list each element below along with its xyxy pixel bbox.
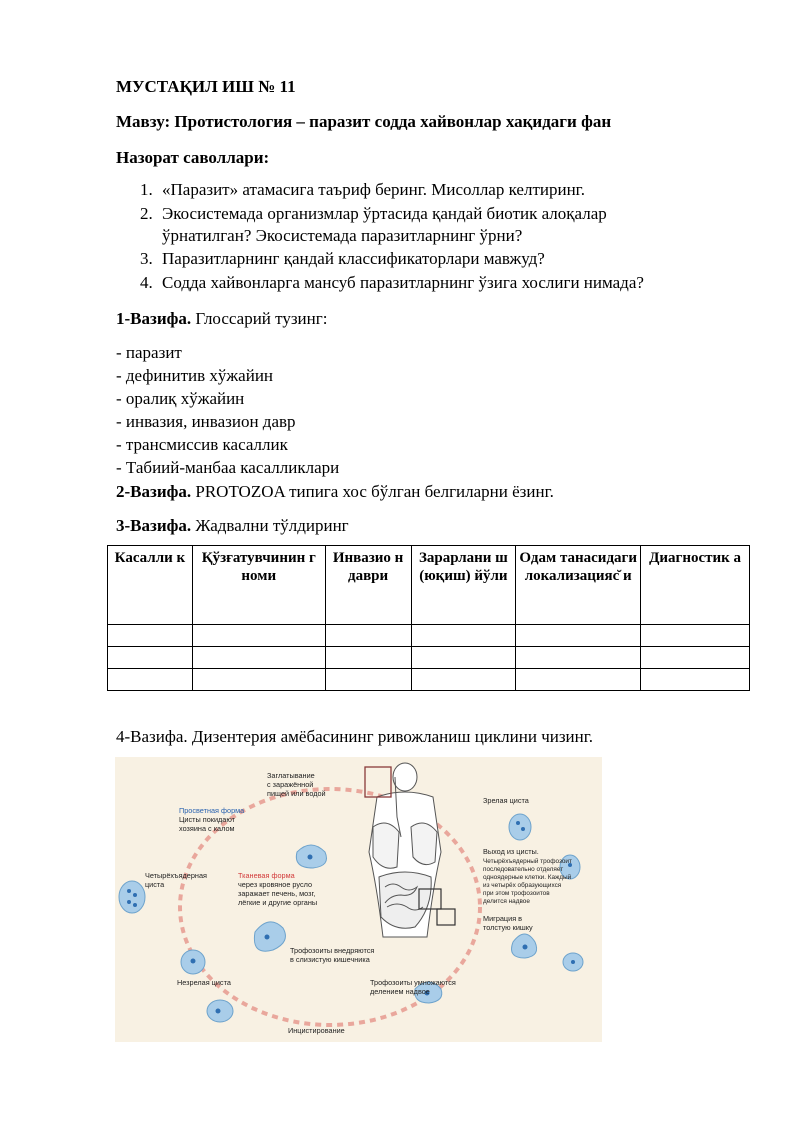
- task-3-text: Жадвални тўлдиринг: [191, 516, 349, 535]
- table-cell[interactable]: [516, 669, 641, 691]
- table-cell[interactable]: [641, 669, 750, 691]
- question-text: ўрнатилган? Экосистемада паразитларнинг ўрни?: [162, 226, 523, 245]
- glossary-item: - дефинитив хўжайин: [116, 366, 274, 385]
- label-tissue-form: Тканевая форма: [238, 871, 295, 880]
- task-2: [116, 482, 554, 502]
- topic-heading: Мавзу: Протистология – паразит содда хайвонлар хақидаги фан: [116, 112, 612, 131]
- question-text: «Паразит» атамасига таъриф беринг. Мисоллар келтиринг.: [162, 180, 585, 199]
- table-cell[interactable]: [108, 669, 193, 691]
- question-text: Экосистемада организмлар ўртасида қандай биотик алоқалар: [162, 204, 607, 223]
- glossary-item: - трансмиссив касаллик: [116, 435, 288, 454]
- label-four-nuclear-cyst: Четырёхъядерная циста: [145, 871, 207, 889]
- table-row: [108, 669, 750, 691]
- question-number: 1.: [140, 180, 153, 199]
- table-cell[interactable]: [325, 669, 411, 691]
- label-migration: Миграция в толстую кишку: [483, 914, 533, 932]
- label-trophozoites-multiply: Трофозоиты умножаются делением надвое: [370, 978, 456, 996]
- amoeba-cell-icon: [509, 814, 531, 840]
- control-questions-title: Назорат саволлари:: [116, 148, 270, 167]
- glossary-item: - Табиий-манбаа касалликлари: [116, 458, 340, 477]
- amoeba-cell-icon: [563, 953, 583, 971]
- label-trophozoites-invade: Трофозоиты внедряются в слизистую кишечника: [290, 946, 375, 964]
- label-tissue-desc: через кровяное русло заражает печень, мозг, лёгкие и другие органы: [238, 880, 318, 907]
- table-cell[interactable]: [411, 625, 516, 647]
- table-cell[interactable]: [516, 625, 641, 647]
- label-lumen-form: Просветная форма: [179, 806, 245, 815]
- task-2-text: PROTOZOA типига хос бўлган белгиларни ёзинг.: [191, 482, 554, 501]
- glossary-item: - паразит: [116, 343, 182, 362]
- table-cell[interactable]: [641, 625, 750, 647]
- amoeba-cell-icon: [207, 1000, 233, 1022]
- work-title: МУСТАҚИЛ ИШ № 11: [116, 77, 296, 96]
- amoeba-life-cycle-figure: [115, 757, 602, 1042]
- task-3-label: 3-Вазифа.: [116, 516, 192, 535]
- task-1-label: 1-Вазифа.: [116, 309, 192, 328]
- table-cell[interactable]: [641, 647, 750, 669]
- question-number: 2.: [140, 204, 153, 223]
- amoeba-cell-icon: [119, 881, 145, 913]
- task-2-label: 2-Вазифа.: [116, 482, 192, 501]
- column-header: Диагностик а: [641, 546, 750, 625]
- column-header: Касалли к: [108, 546, 193, 625]
- column-header: Инвазио н даври: [325, 546, 411, 625]
- table-cell[interactable]: [411, 647, 516, 669]
- question-text: Содда хайвонларга мансуб паразитларнинг ўзига хослиги нимада?: [162, 273, 644, 292]
- amoeba-cell-icon: [181, 950, 205, 974]
- table-cell[interactable]: [411, 669, 516, 691]
- task-1: [116, 309, 327, 329]
- table-row: [108, 647, 750, 669]
- label-exit-cyst: Выход из цисты. Четырёхъядерный трофозоит последовательно отделяет одноядерные клетки. Каждый из четырёх образующихся при этом трофозоитов делится надвое: [483, 847, 572, 905]
- question-text: Паразитларнинг қандай классификаторлари мавжуд?: [162, 249, 545, 268]
- question-number: 3.: [140, 249, 153, 268]
- question-number: 4.: [140, 273, 153, 292]
- table-cell[interactable]: [108, 647, 193, 669]
- label-mature-cyst: Зрелая циста: [483, 796, 529, 805]
- column-header: Одам танасидаги локализацияс̆ и: [516, 546, 641, 625]
- table-cell[interactable]: [325, 625, 411, 647]
- task-4: 4-Вазифа. Дизентерия амёбасининг ривожланиш циклини чизинг.: [116, 727, 594, 746]
- table-cell[interactable]: [108, 625, 193, 647]
- column-header: Қўзғатувчинин г номи: [192, 546, 325, 625]
- task-3: [116, 516, 349, 536]
- label-immature-cyst: Незрелая циста: [177, 978, 231, 987]
- table-row: [108, 625, 750, 647]
- table-cell[interactable]: [516, 647, 641, 669]
- task-1-text: Глоссарий тузинг:: [191, 309, 328, 328]
- table-header-row: [108, 546, 750, 625]
- table-cell[interactable]: [192, 669, 325, 691]
- label-encystment: Инцистирование: [288, 1026, 345, 1035]
- fill-in-table: [107, 545, 750, 691]
- column-header: Зарарлани ш (юқиш) йўли: [411, 546, 516, 625]
- label-lumen-desc: Цисты покидают хозяина с калом: [179, 815, 235, 833]
- glossary-item: - оралиқ хўжайин: [116, 389, 245, 408]
- glossary-item: - инвазия, инвазион давр: [116, 412, 296, 431]
- table-cell[interactable]: [192, 625, 325, 647]
- label-swallow: Заглатывание с заражённой пищей или водой: [267, 771, 326, 798]
- table-cell[interactable]: [192, 647, 325, 669]
- table-cell[interactable]: [325, 647, 411, 669]
